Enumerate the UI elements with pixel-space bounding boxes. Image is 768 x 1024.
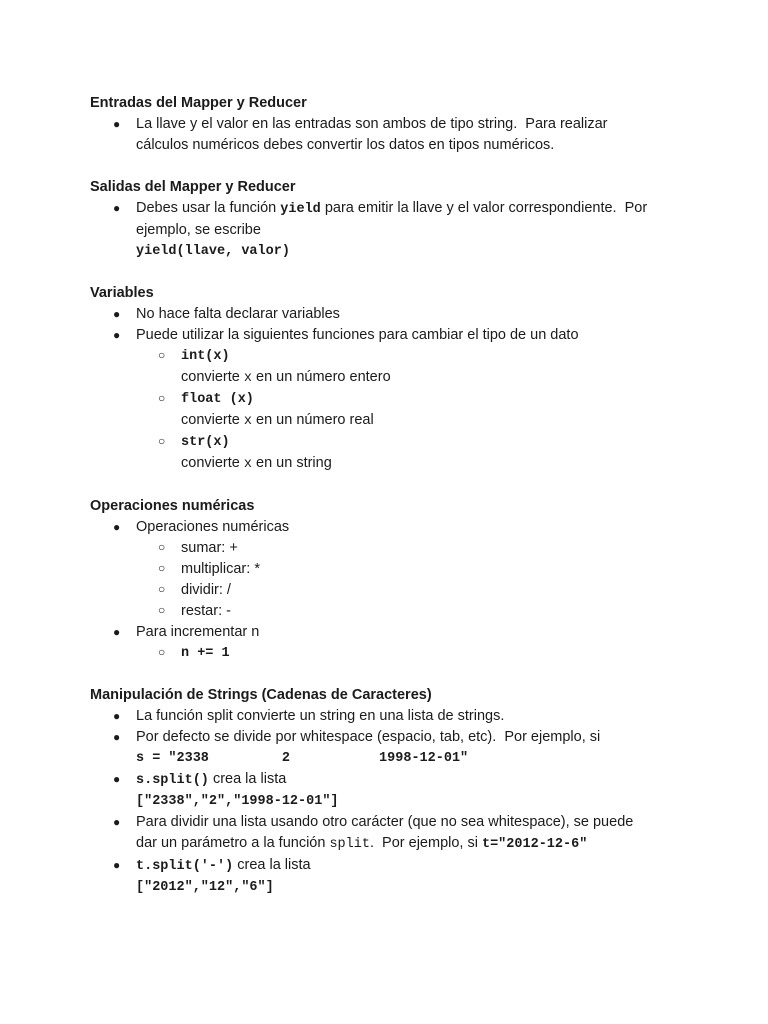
section-variables xyxy=(90,283,690,475)
bullet-dot-icon: ● xyxy=(113,625,121,639)
item-text: No hace falta declarar variables xyxy=(136,306,340,322)
bullet-circle-icon: ○ xyxy=(158,582,166,596)
section-heading: Operaciones numéricas xyxy=(90,498,255,514)
inline-code: s.split() xyxy=(136,773,209,788)
bullet-dot-icon: ● xyxy=(113,730,121,744)
bullet-circle-icon: ○ xyxy=(158,348,166,362)
list-item xyxy=(90,769,690,812)
function-code: int(x) xyxy=(181,349,230,364)
inline-code: yield xyxy=(280,202,321,217)
sub-list-item xyxy=(90,389,690,432)
bullet-circle-icon: ○ xyxy=(158,391,166,405)
item-text: Para incrementar n xyxy=(136,624,260,640)
inline-code: x xyxy=(243,414,252,429)
inline-code: t.split('-') xyxy=(136,859,234,874)
section-heading: Variables xyxy=(90,285,154,301)
text-run: dar un parámetro a la función xyxy=(136,835,330,851)
text-run: . Por ejemplo, si xyxy=(369,835,482,851)
item-text xyxy=(136,833,690,855)
item-text: Por defecto se divide por whitespace (espacio, tab, etc). Por ejemplo, si xyxy=(136,729,601,745)
text-run: crea la lista xyxy=(233,857,311,873)
text-run: convierte xyxy=(181,455,244,471)
text-run: en un número entero xyxy=(251,369,391,385)
item-text xyxy=(136,198,690,220)
sub-list-item xyxy=(90,580,690,601)
list-item xyxy=(90,325,690,346)
section-heading: Salidas del Mapper y Reducer xyxy=(90,179,296,195)
sub-list-item xyxy=(90,643,690,664)
inline-code: t="2012-12-6" xyxy=(481,837,588,852)
code-example: ["2012","12","6"] xyxy=(136,880,274,895)
section-salidas xyxy=(90,177,690,262)
bullet-dot-icon: ● xyxy=(113,858,121,872)
list-item xyxy=(90,706,690,727)
item-text: sumar: + xyxy=(181,540,238,556)
function-code: float (x) xyxy=(181,392,254,407)
section-entradas xyxy=(90,93,690,156)
bullet-dot-icon: ● xyxy=(113,772,121,786)
bullet-dot-icon: ● xyxy=(113,328,121,342)
code-example: ["2338","2","1998-12-01"] xyxy=(136,794,339,809)
inline-code: split xyxy=(329,837,370,852)
item-text: Para dividir una lista usando otro carácter (que no sea whitespace), se puede xyxy=(136,814,634,830)
bullet-circle-icon: ○ xyxy=(158,434,166,448)
sub-list-item xyxy=(90,601,690,622)
bullet-dot-icon: ● xyxy=(113,117,121,131)
bullet-circle-icon: ○ xyxy=(158,540,166,554)
bullet-dot-icon: ● xyxy=(113,815,121,829)
sub-list-item xyxy=(90,538,690,559)
item-text: La función split convierte un string en una lista de strings. xyxy=(136,708,505,724)
bullet-circle-icon: ○ xyxy=(158,561,166,575)
text-run: para emitir la llave y el valor correspondiente. Por xyxy=(320,200,648,216)
bullet-circle-icon: ○ xyxy=(158,645,166,659)
sub-list-item xyxy=(90,346,690,389)
text-run: en un string xyxy=(251,455,332,471)
item-text: multiplicar: * xyxy=(181,561,260,577)
item-text: La llave y el valor en las entradas son ambos de tipo string. Para realizar xyxy=(136,116,608,132)
item-text: Operaciones numéricas xyxy=(136,519,290,535)
text-run: convierte xyxy=(181,412,244,428)
bullet-dot-icon: ● xyxy=(113,520,121,534)
text-run: en un número real xyxy=(251,412,374,428)
code-example: s = "2338 2 1998-12-01" xyxy=(136,751,469,766)
section-heading: Entradas del Mapper y Reducer xyxy=(90,95,307,111)
item-text: dividir: / xyxy=(181,582,231,598)
list-item xyxy=(90,304,690,325)
item-text xyxy=(136,769,690,791)
bullet-dot-icon: ● xyxy=(113,307,121,321)
list-item xyxy=(90,622,690,643)
list-item xyxy=(90,114,690,156)
code-example: n += 1 xyxy=(181,646,230,661)
list-item xyxy=(90,855,690,898)
bullet-circle-icon: ○ xyxy=(158,603,166,617)
text-run: crea la lista xyxy=(208,771,287,787)
bullet-dot-icon: ● xyxy=(113,709,121,723)
item-text xyxy=(181,453,690,475)
code-example: yield(llave, valor) xyxy=(136,244,290,259)
item-text: ejemplo, se escribe xyxy=(136,222,261,238)
text-run: convierte xyxy=(181,369,244,385)
inline-code: x xyxy=(243,457,252,472)
bullet-dot-icon: ● xyxy=(113,201,121,215)
text-run: Debes usar la función xyxy=(136,200,281,216)
item-text: restar: - xyxy=(181,603,231,619)
function-code: str(x) xyxy=(181,435,230,450)
item-text xyxy=(136,855,690,877)
sub-list-item xyxy=(90,432,690,475)
document-body xyxy=(90,93,690,919)
section-heading: Manipulación de Strings (Cadenas de Caracteres) xyxy=(90,687,432,703)
sub-list-item xyxy=(90,559,690,580)
item-text xyxy=(181,410,690,432)
list-item xyxy=(90,198,690,262)
list-item xyxy=(90,727,690,769)
item-text: Puede utilizar la siguientes funciones para cambiar el tipo de un dato xyxy=(136,327,579,343)
item-text xyxy=(181,367,690,389)
list-item xyxy=(90,517,690,538)
inline-code: x xyxy=(243,371,252,386)
list-item xyxy=(90,812,690,855)
section-strings xyxy=(90,685,690,898)
section-operaciones xyxy=(90,496,690,664)
item-text: cálculos numéricos debes convertir los datos en tipos numéricos. xyxy=(136,137,555,153)
